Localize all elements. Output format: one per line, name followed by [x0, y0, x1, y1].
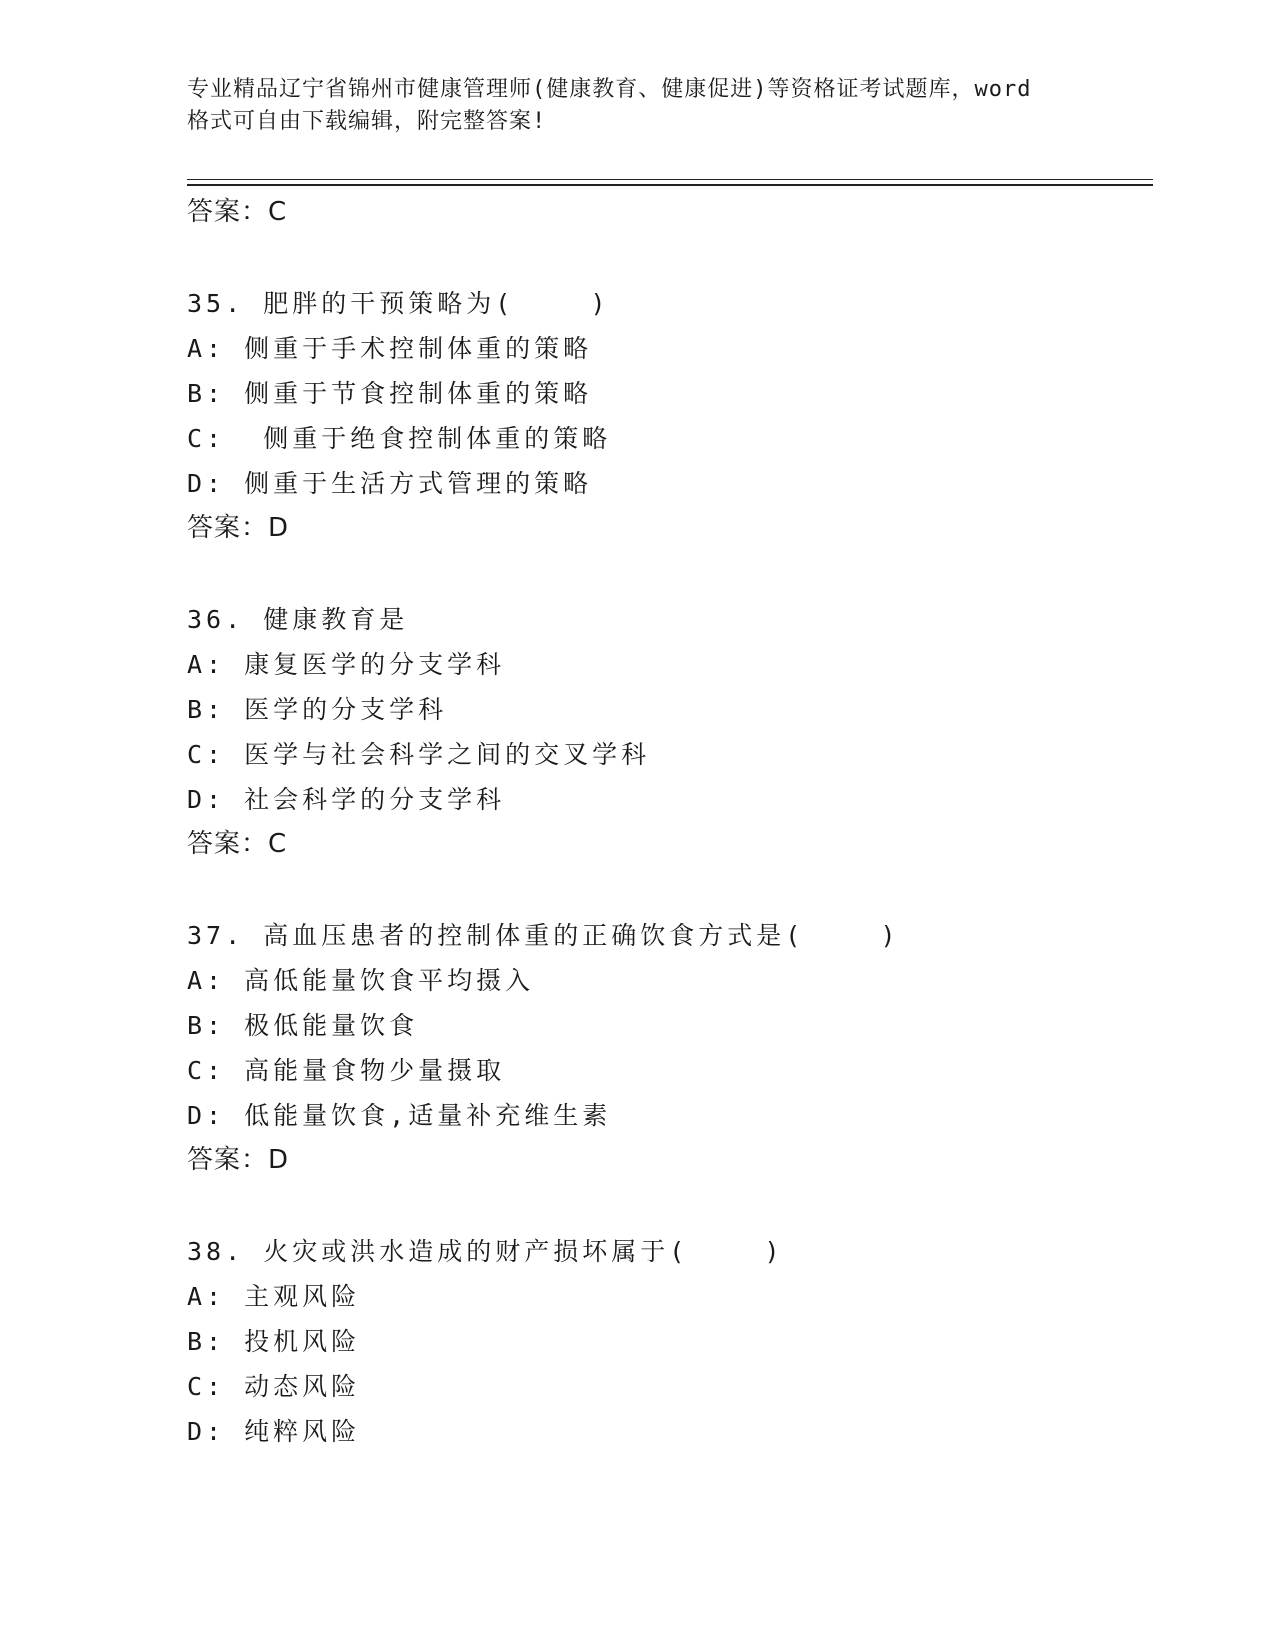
spacer [187, 1183, 1153, 1229]
option-d: D: 侧重于生活方式管理的策略 [187, 469, 593, 498]
option-c: C: 动态风险 [187, 1372, 361, 1401]
header-line-1: 专业精品辽宁省锦州市健康管理师(健康教育、健康促进)等资格证考试题库，word [187, 77, 1032, 102]
question-38 [187, 1229, 1153, 1454]
header-rule-thick [187, 184, 1153, 186]
header-rule-thin [187, 179, 1153, 180]
option-b: B: 医学的分支学科 [187, 695, 448, 724]
option-a: A: 主观风险 [187, 1282, 361, 1311]
answer: 答案：C [187, 829, 288, 859]
question-stem: 36. 健康教育是 [187, 605, 409, 634]
option-d: D: 社会科学的分支学科 [187, 785, 506, 814]
option-a: A: 侧重于手术控制体重的策略 [187, 334, 593, 363]
question-37 [187, 913, 1153, 1183]
option-c: C: 医学与社会科学之间的交叉学科 [187, 740, 651, 769]
question-35 [187, 281, 1153, 551]
option-c: C: 高能量食物少量摄取 [187, 1056, 506, 1085]
spacer [187, 235, 1153, 281]
question-36 [187, 597, 1153, 867]
question-stem: 35. 肥胖的干预策略为( ) [187, 289, 610, 318]
option-d: D: 纯粹风险 [187, 1417, 361, 1446]
option-b: B: 侧重于节食控制体重的策略 [187, 379, 593, 408]
header-line-2: 格式可自由下载编辑，附完整答案! [187, 109, 547, 134]
previous-answer: 答案：C [187, 197, 288, 227]
question-stem: 37. 高血压患者的控制体重的正确饮食方式是( ) [187, 921, 900, 950]
option-c: C: 侧重于绝食控制体重的策略 [187, 424, 612, 453]
question-stem: 38. 火灾或洪水造成的财产损坏属于( ) [187, 1237, 784, 1266]
answer: 答案：D [187, 1145, 290, 1175]
answer: 答案：D [187, 513, 290, 543]
option-b: B: 投机风险 [187, 1327, 361, 1356]
spacer [187, 551, 1153, 597]
option-a: A: 高低能量饮食平均摄入 [187, 966, 535, 995]
spacer [187, 867, 1153, 913]
document-header [187, 74, 1087, 138]
question-list [187, 190, 1153, 1454]
option-a: A: 康复医学的分支学科 [187, 650, 506, 679]
option-b: B: 极低能量饮食 [187, 1011, 419, 1040]
option-d: D: 低能量饮食,适量补充维生素 [187, 1101, 612, 1130]
